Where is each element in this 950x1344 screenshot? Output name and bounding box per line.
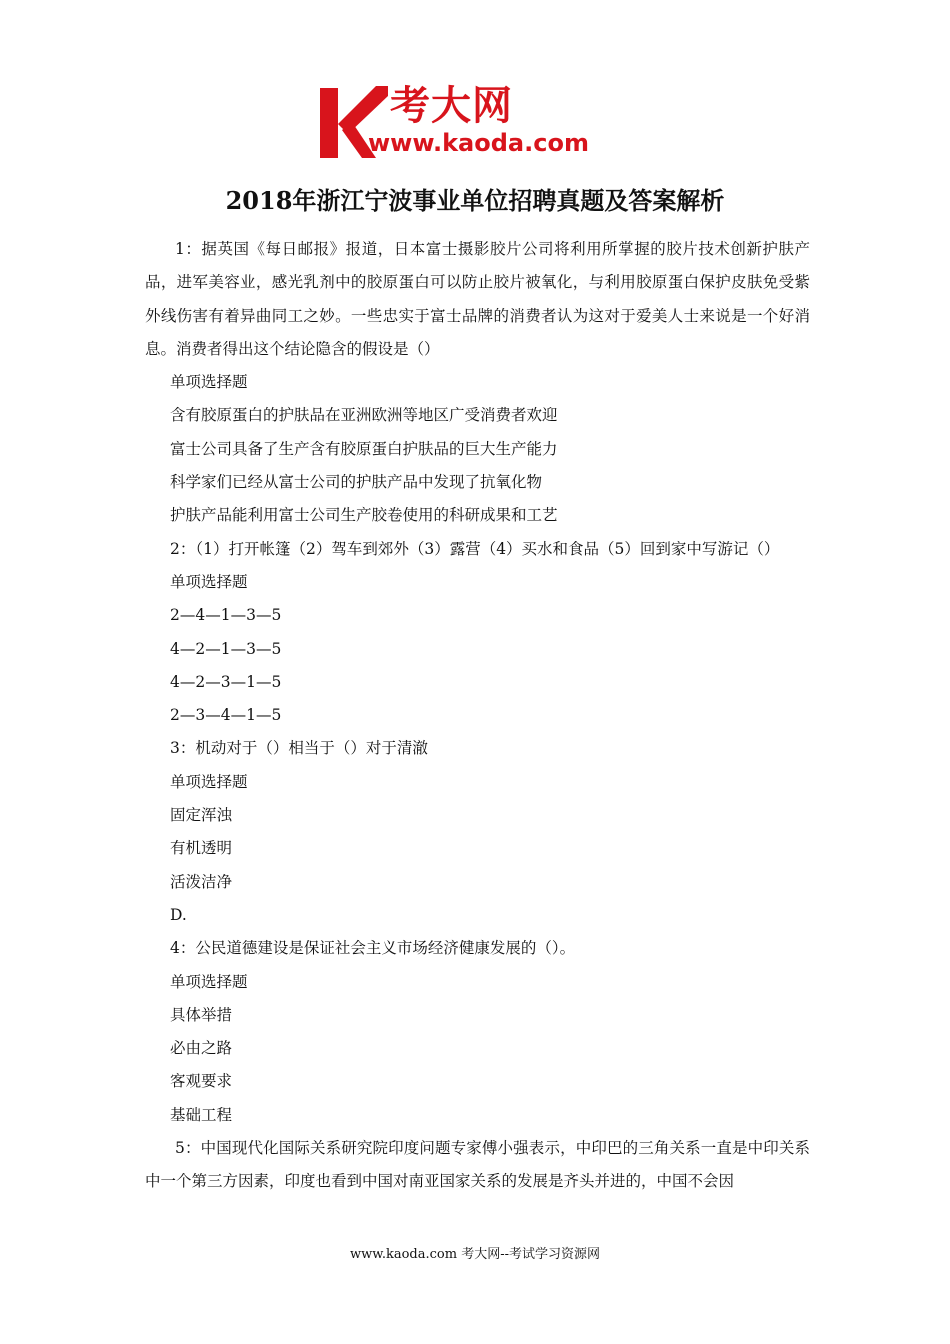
logo-brand-name: 考大网 [390, 83, 513, 129]
question-1-option: 含有胶原蛋白的护肤品在亚洲欧洲等地区广受消费者欢迎 [170, 406, 558, 425]
question-2-option: 2—4—1—3—5 [170, 606, 282, 625]
question-3-option: 活泼洁净 [170, 872, 233, 891]
question-3-option: 有机透明 [170, 839, 233, 858]
question-2-option: 4—2—3—1—5 [170, 672, 282, 691]
question-1-type: 单项选择题 [170, 373, 248, 392]
logo-url: www.kaoda.com [368, 129, 589, 157]
question-1-option: 富士公司具备了生产含有胶原蛋白护肤品的巨大生产能力 [170, 439, 558, 458]
question-2-option: 2—3—4—1—5 [170, 706, 282, 725]
question-1-text: 1：据英国《每日邮报》报道，日本富士摄影胶片公司将利用所掌握的胶片技术创新护肤产品，进军美容业，感光乳剂中的胶原蛋白可以防止胶片被氧化，与利用胶原蛋白保护皮肤免受紫外线伤害有着异曲同工之妙。一些忠实于富士品牌的消费者认为这对于爱美人士来说是一个好消息。消费者得出这个结论隐含的假设是（） [145, 240, 810, 358]
question-4-option: 客观要求 [170, 1072, 233, 1091]
question-4-option: 基础工程 [170, 1105, 233, 1124]
page-footer: www.kaoda.com 考大网--考试学习资源网 [350, 1247, 600, 1262]
question-1-option: 护肤产品能利用富士公司生产胶卷使用的科研成果和工艺 [170, 506, 558, 525]
question-1-option: 科学家们已经从富士公司的护肤产品中发现了抗氧化物 [170, 473, 543, 492]
question-4-type: 单项选择题 [170, 972, 248, 991]
question-4-option: 必由之路 [170, 1039, 233, 1058]
question-2-type: 单项选择题 [170, 572, 248, 591]
question-3-type: 单项选择题 [170, 772, 248, 791]
question-3-text: 3：机动对于（）相当于（）对于清澈 [170, 739, 428, 758]
question-4-text: 4：公民道德建设是保证社会主义市场经济健康发展的（）。 [170, 939, 576, 958]
kaoda-logo [318, 80, 638, 162]
question-2-option: 4—2—1—3—5 [170, 639, 282, 658]
question-5-text: 5：中国现代化国际关系研究院印度问题专家傅小强表示，中印巴的三角关系一直是中印关系中一个第三方因素，印度也看到中国对南亚国家关系的发展是齐头并进的，中国不会因 [145, 1139, 810, 1191]
document-body [145, 233, 810, 1199]
page-title: 2018年浙江宁波事业单位招聘真题及答案解析 [225, 186, 725, 215]
question-2-text: 2：（1）打开帐篷（2）驾车到郊外（3）露营（4）买水和食品（5）回到家中写游记（） [170, 539, 780, 558]
question-3-option: 固定浑浊 [170, 806, 233, 825]
question-4-option: 具体举措 [170, 1005, 233, 1024]
question-3-option: D. [170, 905, 187, 924]
